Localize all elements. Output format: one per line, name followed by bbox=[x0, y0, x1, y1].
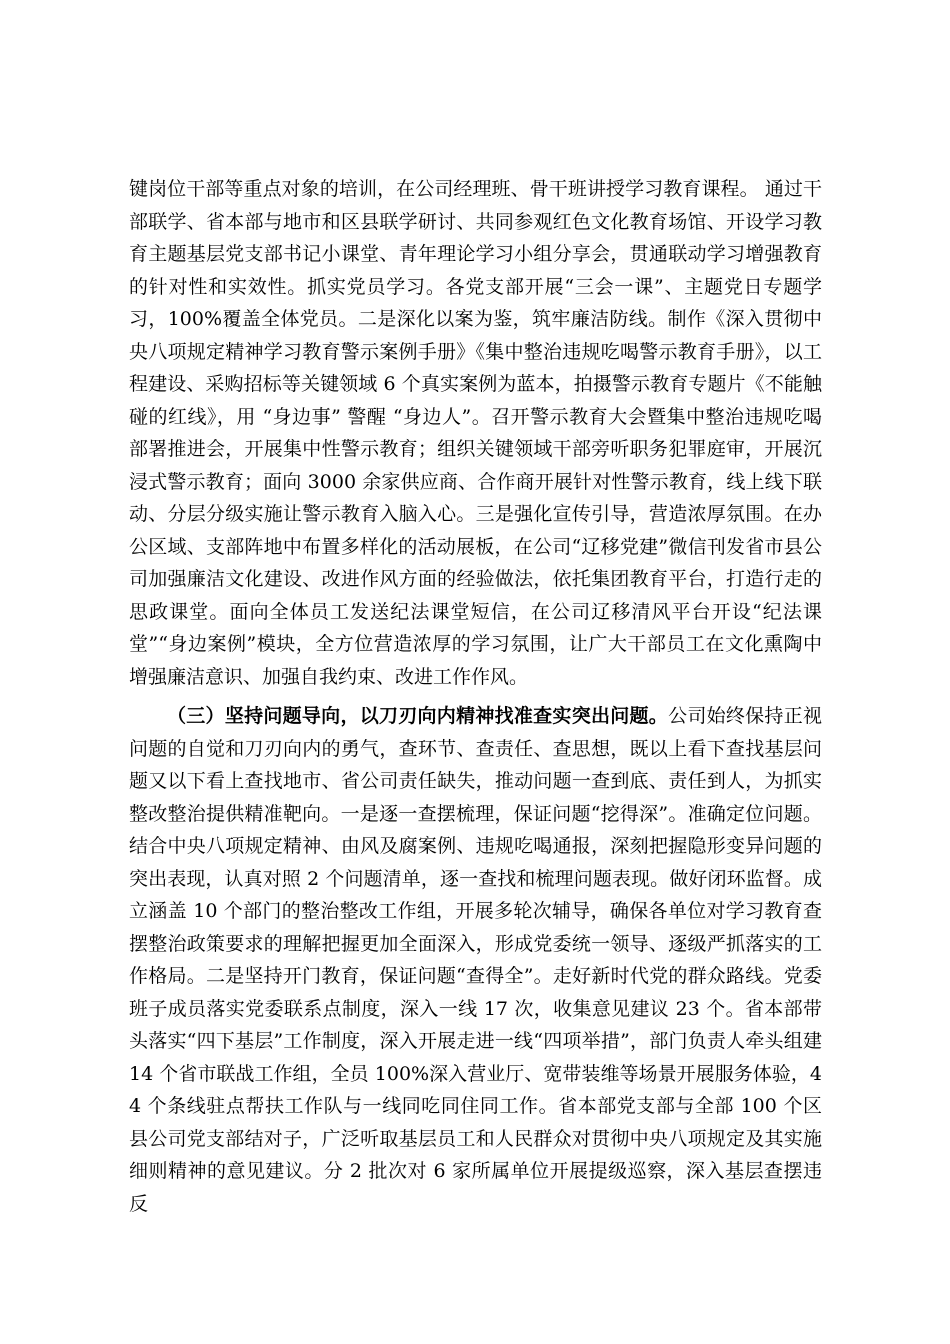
document-body bbox=[129, 173, 822, 1220]
paragraph-2 bbox=[129, 700, 822, 1220]
paragraph-1: 键岗位干部等重点对象的培训，在公司经理班、骨干班讲授学习教育课程。 通过干部联学、省本部与地市和区县联学研讨、共同参观红色文化教育场馆、开设学习教育主题基层党支部书记小课堂、青年理论学习小组分享会，贯通联动学习增强教育的针对性和实效性。抓实党员学习。各党支部开展“三会一课”、主题党日专题学习，100%覆盖全体党员。二是深化以案为鉴，筑牢廉洁防线。制作《深入贯彻中央八项规定精神学习教育警示案例手册》《集中整治违规吃喝警示教育手册》，以工程建设、采购招标等关键领域 6 个真实案例为蓝本，拍摄警示教育专题片《不能触碰的红线》，用 “身边事” 警醒 “身边人”。召开警示教育大会暨集中整治违规吃喝部署推进会，开展集中性警示教育；组织关键领域干部旁听职务犯罪庭审，开展沉浸式警示教育；面向 3000 余家供应商、合作商开展针对性警示教育，线上线下联动、分层分级实施让警示教育入脑入心。三是强化宣传引导，营造浓厚氛围。在办公区域、支部阵地中布置多样化的活动展板，在公司“辽移党建”微信刊发省市县公司加强廉洁文化建设、改进作风方面的经验做法，依托集团教育平台，打造行走的思政课堂。面向全体员工发送纪法课堂短信，在公司辽移清风平台开设“纪法课堂”“身边案例”模块，全方位营造浓厚的学习氛围，让广大干部员工在文化熏陶中增强廉洁意识、加强自我约束、改进工作作风。 bbox=[129, 178, 822, 688]
section-heading: （三）坚持问题导向，以刀刃向内精神找准查实突出问题。 bbox=[167, 705, 669, 727]
paragraph-2-body: 公司始终保持正视问题的自觉和刀刃向内的勇气，查环节、查责任、查思想，既以上看下查找基层问题又以下看上查找地市、省公司责任缺失，推动问题一查到底、责任到人，为抓实整改整治提供精准靶向。一是逐一查摆梳理，保证问题“挖得深”。准确定位问题。结合中央八项规定精神、由风及腐案例、违规吃喝通报，深刻把握隐形变异问题的突出表现，认真对照 2 个问题清单，逐一查找和梳理问题表现。做好闭环监督。成立涵盖 10 个部门的整治整改工作组，开展多轮次辅导，确保各单位对学习教育查摆整治政策要求的理解把握更加全面深入，形成党委统一领导、逐级严抓落实的工作格局。二是坚持开门教育，保证问题“查得全”。走好新时代党的群众路线。党委班子成员落实党委联系点制度，深入一线 17 次，收集意见建议 23 个。省本部带头落实“四下基层”工作制度，深入开展走进一线“四项举措”，部门负责人牵头组建 14 个省市联战工作组，全员 100%深入营业厅、宽带装维等场景开展服务体验，44 个条线驻点帮扶工作队与一线同吃同住同工作。省本部党支部与全部 100 个区县公司党支部结对子，广泛听取基层员工和人民群众对贯彻中央八项规定及其实施细则精神的意见建议。分 2 批次对 6 家所属单位开展提级巡察，深入基层查摆违反 bbox=[129, 705, 822, 1215]
